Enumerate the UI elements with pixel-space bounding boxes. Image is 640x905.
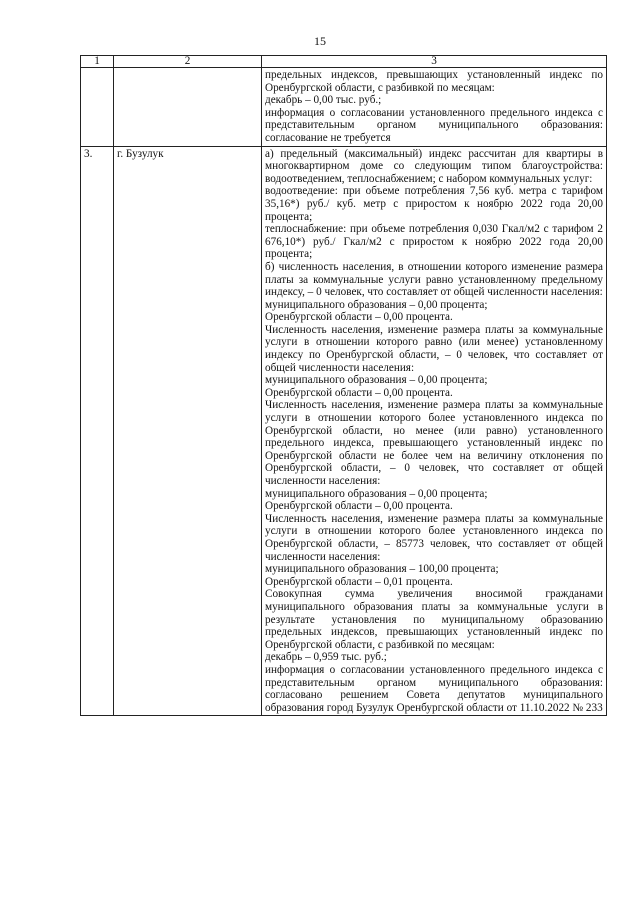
text-line: муниципального образования – 0,00 процента; bbox=[265, 298, 488, 311]
text-line: информация о согласовании установленного предельного индекса с представительным органом муниципального образования: согласование не требуется bbox=[265, 106, 603, 144]
text-line: декабрь – 0,00 тыс. руб.; bbox=[265, 94, 382, 107]
row-3-description bbox=[262, 146, 607, 716]
row-3-number: 3. bbox=[81, 146, 114, 716]
text-line: Оренбургской области – 0,00 процента. bbox=[265, 386, 453, 399]
text-line: Оренбургской области – 0,01 процента. bbox=[265, 575, 453, 588]
header-col-2: 2 bbox=[114, 56, 262, 68]
text-line: декабрь – 0,959 тыс. руб.; bbox=[265, 651, 387, 664]
text-line: Совокупная сумма увеличения вносимой гражданами муниципального образования платы за коммунальные услуги в результате установления по муниципальному образованию предельных индексов, превышающих установленный индекс по Оренбургской области, с разбивкой по месяцам: bbox=[265, 588, 603, 651]
row-continued-name bbox=[114, 68, 262, 147]
text-line: муниципального образования – 0,00 процента; bbox=[265, 487, 488, 500]
text-line: Оренбургской области – 0,00 процента. bbox=[265, 500, 453, 513]
text-line: муниципального образования – 100,00 процента; bbox=[265, 563, 499, 576]
text-line: предельных индексов, превышающих установленный индекс по Оренбургской области, с разбивкой по месяцам: bbox=[265, 69, 603, 94]
page-number: 15 bbox=[314, 34, 326, 48]
text-line: Численность населения, изменение размера платы за коммунальные услуги в отношении которого равно (или менее) установленному индексу по Оренбургской области, – 0 человек, что составляет от общей численности населения: bbox=[265, 323, 603, 374]
row-3-name: г. Бузулук bbox=[114, 146, 262, 716]
row-continued-number bbox=[81, 68, 114, 147]
text-line: Численность населения, изменение размера платы за коммунальные услуги в отношении которого более установленного индекса по Оренбургской области, – 85773 человек, что составляет от общей численности населения: bbox=[265, 512, 603, 563]
header-col-3: 3 bbox=[262, 56, 607, 68]
header-row bbox=[81, 56, 607, 68]
text-line: б) численность населения, в отношении которого изменение размера платы за коммунальные услуги равно установленному предельному индексу, – 0 человек, что составляет от общей численности населения: bbox=[265, 260, 603, 299]
header-col-1: 1 bbox=[81, 56, 114, 68]
table-row-3 bbox=[81, 146, 607, 716]
text-line: теплоснабжение: при объеме потребления 0,030 Гкал/м2 с тарифом 2 676,10*) руб./ Гкал/м2 с приростом к ноябрю 2022 года 20,00 процента; bbox=[265, 223, 603, 261]
text-line: Численность населения, изменение размера платы за коммунальные услуги в отношении которого более установленного индекса по Оренбургской области, но менее (или равно) установленного предельного индекса, превышающего установленный индекс по Оренбургской области не более чем на величину отклонения по Оренбургской области, – 0 человек, что составляет от общей численности населения: bbox=[265, 399, 603, 487]
table-row-continued bbox=[81, 68, 607, 147]
text-line: водоотведение: при объеме потребления 7,56 куб. метра с тарифом 35,16*) руб./ куб. метр с приростом к ноябрю 2022 года 20,00 процента; bbox=[265, 185, 603, 223]
text-line: Оренбургской области – 0,00 процента. bbox=[265, 311, 453, 324]
row-continued-description bbox=[262, 68, 607, 147]
text-line: муниципального образования – 0,00 процента; bbox=[265, 374, 488, 387]
text-line: информация о согласовании установленного предельного индекса с представительным органом муниципального образования: согласовано решением Совета депутатов муниципального образования город Бузулук Оренбургской области от 11.10.2022 № 233 bbox=[265, 663, 603, 714]
text-line: а) предельный (максимальный) индекс рассчитан для квартиры в многоквартирном доме со следующим типом благоустройства: водоотведением, теплоснабжением; с набором коммунальных услуг: bbox=[265, 147, 603, 185]
data-table bbox=[80, 55, 607, 716]
